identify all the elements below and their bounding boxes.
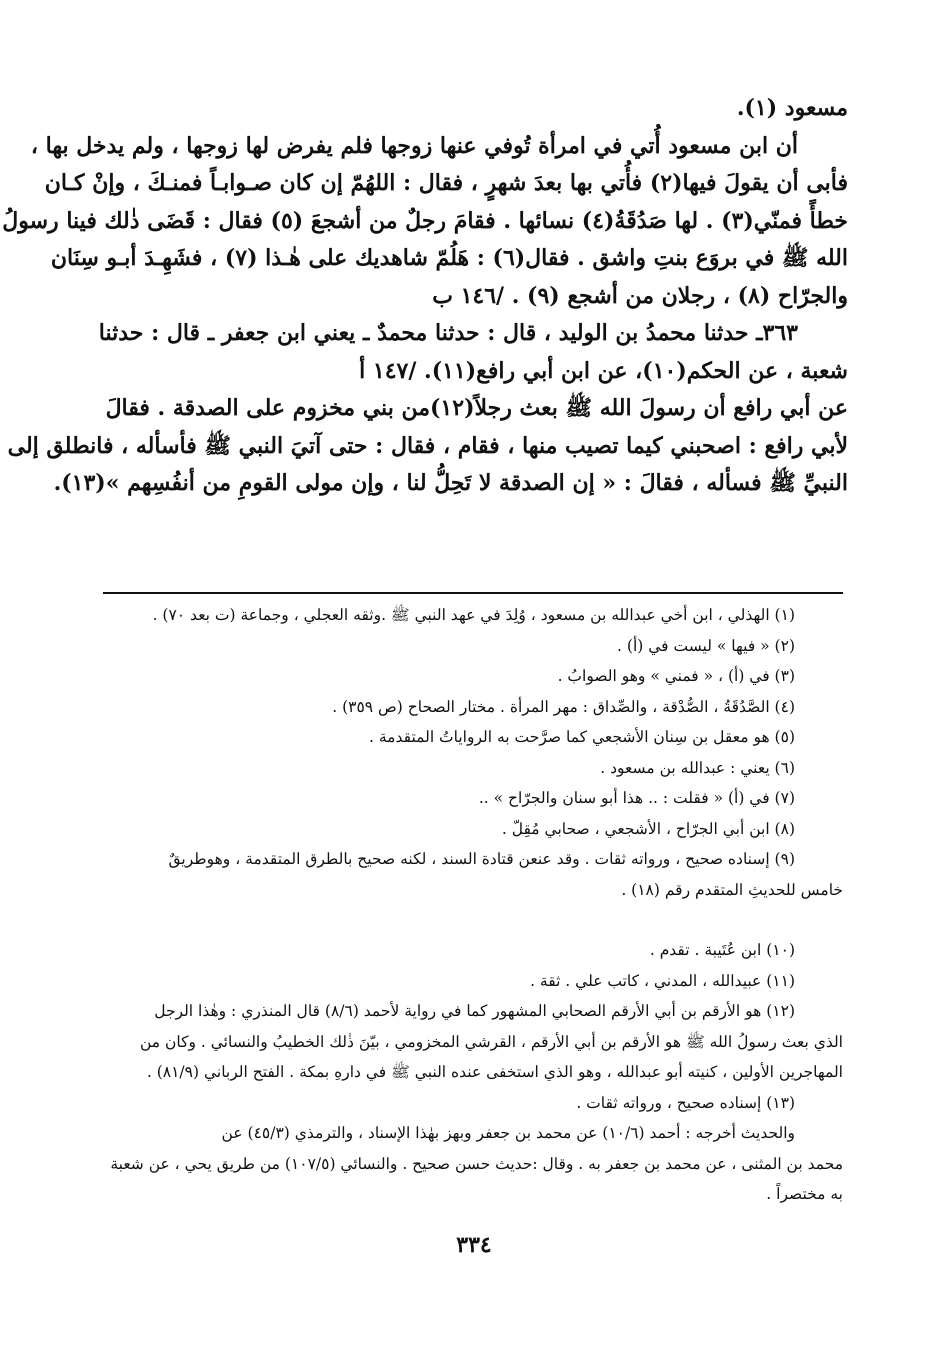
footnote-line: محمد بن المثنى ، عن محمد بن جعفر به . وقال :حديث حسن صحيح . والنسائي (١٠٧/٥) من طريق يحي ، عن شعبة <box>110 1154 843 1173</box>
footnotes <box>103 600 843 905</box>
footnote-line: (١٢) هو الأرقم بن أبي الأرقم الصحابي المشهور كما في رواية لأحمد (٨/٦) قال المنذري : وهٰذا الرجل <box>154 1002 795 1020</box>
footnote-line: (٩) إسناده صحيح ، ورواته ثقات . وقد عنعن قتادة السند ، لكنه صحيح بالطرق المتقدمة ، وهوطريقٌ <box>168 850 795 868</box>
main-line: فأبى أن يقولَ فيها(٢) فأُتي بها بعدَ شهرٍ ، فقال : اللهُمّ إن كان صـوابـاً فمنـكَ ، وإنْ كـان <box>44 170 848 196</box>
main-line: النبيِّ ﷺ فسأله ، فقالَ : « إن الصدقة لا تَحِلُّ لنا ، وإن مولى القومِ من أنفُسِهم »(١٣). <box>53 470 848 496</box>
footnote-line: خامس للحديثِ المتقدم رقم (١٨) . <box>621 880 843 899</box>
main-line: عن أبي رافع أن رسولَ الله ﷺ بعث رجلاً(١٢)من بني مخزوم على الصدقة . فقالَ <box>105 395 848 421</box>
main-line: والجرّاح (٨) ، رجلان من أشجع (٩) . /١٤٦ ب <box>432 282 848 309</box>
main-line: خطأً فمنّي(٣) . لها صَدُقَةُ(٤) نسائها . فقامَ رجلٌ من أشجعَ (٥) فقال : قَضَى ذٰلك فينا رسولُ <box>2 207 848 234</box>
main-text <box>2 90 848 503</box>
footnote-line: (١١) عبيدالله ، المدني ، كاتب علي . ثقة . <box>530 971 795 990</box>
footnote-separator <box>103 592 843 594</box>
footnote-line: (١٠) ابن عُتَيبة . تقدم . <box>649 941 795 959</box>
footnote-line: (٧) في (أ) « فقلت : .. هذا أبو سنان والجرّاح » .. <box>478 789 795 807</box>
footnote-line: (١) الهذلي ، ابن أخي عبدالله بن مسعود ، وُلِدَ في عهد النبي ﷺ .وثقه العجلي ، وجماعة (ت بعد ٧٠) . <box>152 606 795 624</box>
footnote-line: المهاجرين الأولين ، كنيته أبو عبدالله ، وهو الذي استخفى عنده النبي ﷺ في دارهِ بمكة . الفتح الرباني (٨١/٩) . <box>146 1063 843 1081</box>
main-line: أن ابن مسعود أُتي في امرأة تُوفي عنها زوجها فلم يفرض لها زوجها ، ولم يدخل بها ، <box>30 132 798 159</box>
footnote-line: (٣) في (أ) ، « فمني » وهو الصوابُ . <box>557 667 795 685</box>
footnotes-continued <box>103 935 843 1210</box>
footnote-line: (١٣) إسناده صحيح ، ورواته ثقات . <box>576 1093 795 1112</box>
main-line: شعبة ، عن الحكم(١٠)، عن ابن أبي رافع(١١). /١٤٧ أ <box>359 357 848 384</box>
page-number: ٣٣٤ <box>456 1232 492 1258</box>
footnote-line: (٥) هو معقل بن سِنان الأشجعي كما صرَّحت به الرواياتُ المتقدمة . <box>369 728 795 746</box>
footnote-line: الذي بعث رسولُ الله ﷺ هو الأرقم بن أبي الأرقم ، القرشي المخزومي ، بيّنَ ذٰلك الخطيبُ والنسائي . وكان من <box>139 1032 843 1051</box>
footnote-line: (٤) الصَّدُقَةُ ، الصُّدْقة ، والصِّداق : مهر المرأة . مختار الصحاح (ص ٣٥٩) . <box>332 697 795 716</box>
footnote-line: (٢) « فيها » ليست في (أ) . <box>617 636 795 655</box>
footnote-line: والحديث أخرجه : أحمد (١٠/٦) عن محمد بن جعفر وبهز بهٰذا الإسناد ، والترمذي (٤٥/٣) عن <box>221 1124 795 1142</box>
main-line: لأبي رافع : اصحبني كيما تصيب منها ، فقام ، فقال : حتى آتيَ النبي ﷺ فأسأله ، فانطلق إلى <box>7 432 848 459</box>
footnote-line: به مختصراً . <box>766 1185 843 1203</box>
main-line: الله ﷺ في بروَع بنتِ واشق . فقال(٦) : هَلُمّ شاهديك على هٰـذا (٧) ، فشَهِـدَ أبـو سِنَان <box>50 245 848 271</box>
main-line: ٣٦٣ـ حدثنا محمدُ بن الوليد ، قال : حدثنا محمدٌ ـ يعني ابن جعفر ـ قال : حدثنا <box>98 320 798 346</box>
footnote-line: (٨) ابن أبي الجرّاح ، الأشجعي ، صحابي مُقِلّ . <box>501 819 795 838</box>
main-line: مسعود (١). <box>736 95 848 121</box>
footnote-line: (٦) يعني : عبدالله بن مسعود . <box>600 758 795 777</box>
